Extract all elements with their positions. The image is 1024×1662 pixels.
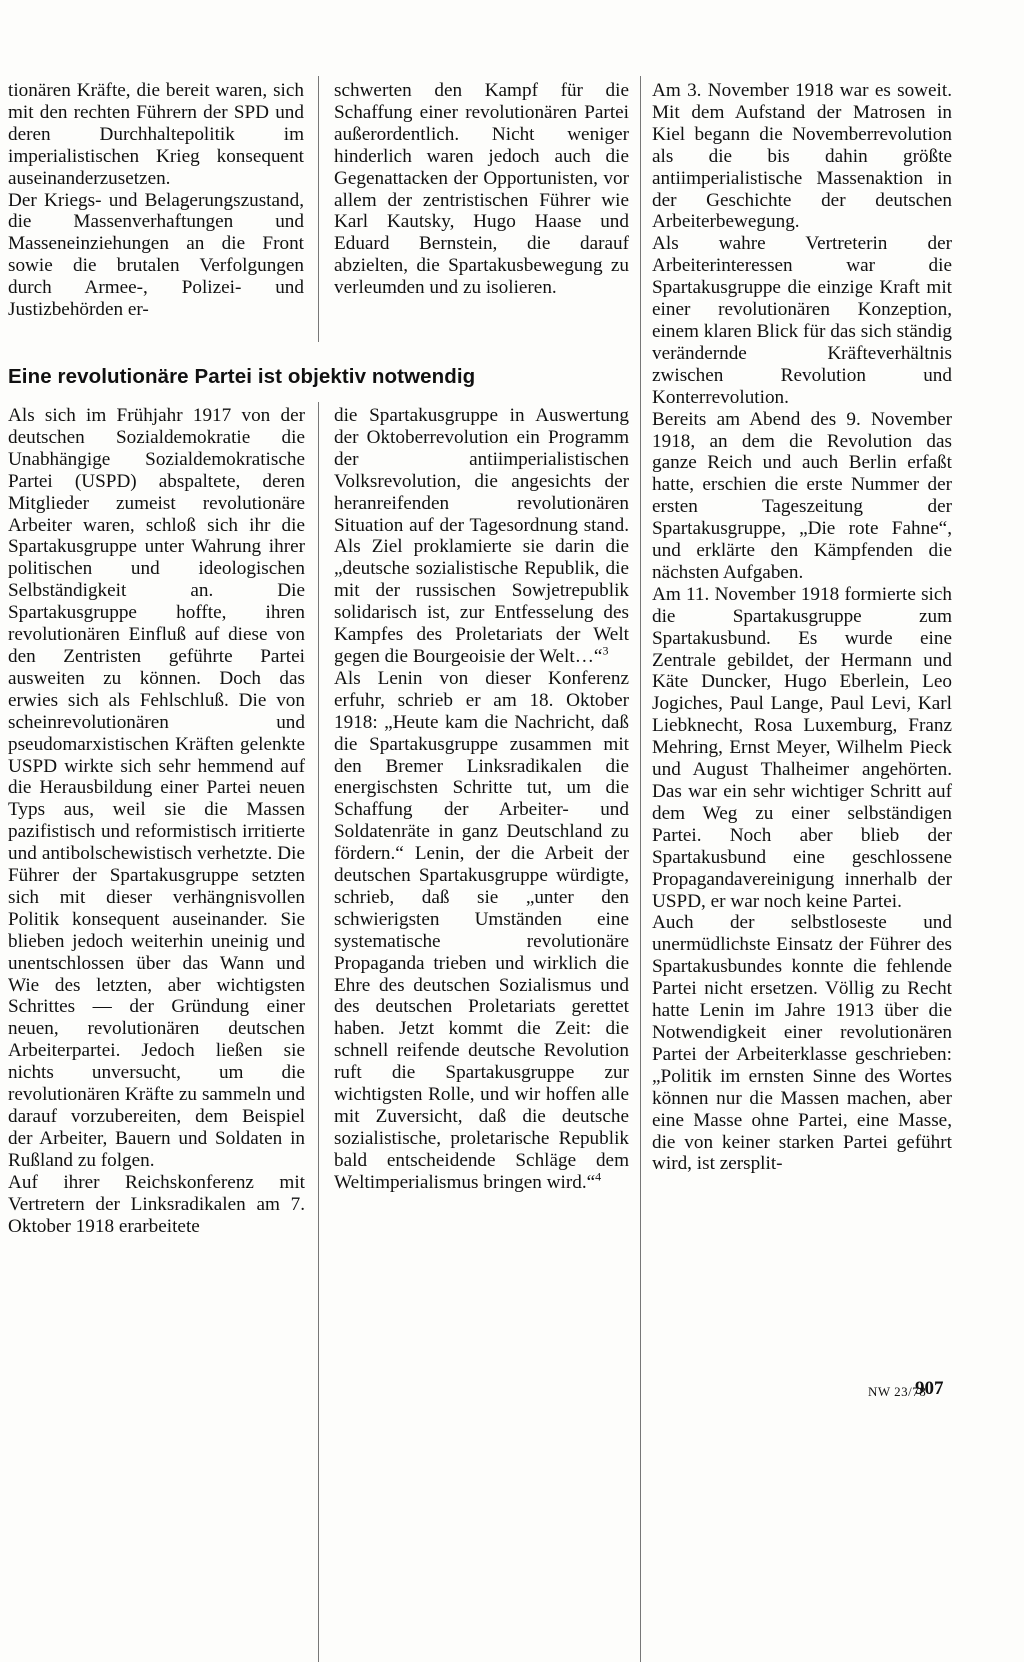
column-rule (640, 402, 641, 1662)
paragraph: schwerten den Kampf für die Schaffung einer revolutionären Partei außerordentlich. Nicht weniger hinderlich waren jedoch auch die Gegenattacken der Opportunisten, vor allem der zentristischen Führer wie Karl Kautsky, Hugo Haase und Eduard Bernstein, die darauf abzielten, die Spartakusbewegung zu verleumden und zu isolieren. (334, 80, 629, 299)
text-column-top-middle (334, 80, 629, 299)
text-column-bottom-left (8, 405, 305, 1237)
paragraph: Auf ihrer Reichskonferenz mit Vertretern der Linksradikalen am 7. Oktober 1918 erarbeitete (8, 1171, 305, 1237)
paragraph: Als wahre Vertreterin der Arbeiterinteressen war die Spartakusgruppe die einzige Kraft mit einer revolutionären Konzeption, einem klaren Blick für das sich ständig verändernde Kräfteverhältnis zwischen Revolution und Konterrevolution. (652, 233, 952, 408)
paragraph (334, 405, 629, 668)
paragraph: Am 3. November 1918 war es soweit. Mit dem Aufstand der Matrosen in Kiel begann die Novemberrevolution als die bis dahin größte antiimperialistische Massenaktion in der Geschichte der deutschen Arbeiterbewegung. (652, 80, 952, 233)
footnote-marker: 4 (595, 1169, 602, 1184)
paragraph: Der Kriegs- und Belagerungszustand, die Massenverhaftungen und Masseneinziehungen an die Front sowie die brutalen Verfolgungen durch Armee-, Polizei- und Justizbehörden er- (8, 189, 304, 321)
text-column-right (652, 80, 952, 1175)
page-number: 907 (915, 1378, 944, 1399)
paragraph-text: Als Lenin von dieser Konferenz erfuhr, schrieb er am 18. Oktober 1918: „Heute kam die Nachricht, daß die Spartakusgruppe zusammen mit den Bremer Linksradikalen die energischsten Schritte tut, um die Schaffung der Arbeiter- und Soldatenräte in ganz Deutschland zu fördern.“ Lenin, der die Arbeit der deutschen Spartakusgruppe würdigte, schrieb, daß sie „unter den schwierigsten Umständen eine systematische revolutionäre Propaganda trieben und wirklich die Ehre des deutschen Sozialismus und des deutschen Proletariats gerettet haben. Jetzt kommt die Zeit: die schnell reifende deutsche Revolution ruft die Spartakusgruppe zur wichtigsten Rolle, und wir hoffen alle mit Zuversicht, daß die deutsche sozialistische, proletarische Republik bald entscheidende Schläge dem Weltimperialismus bringen wird.“ (334, 667, 629, 1193)
column-rule (318, 402, 319, 1662)
column-rule (318, 76, 319, 342)
paragraph: Bereits am Abend des 9. November 1918, an dem die Revolution das ganze Reich und auch Berlin erfaßt hatte, erschien die erste Nummer der ersten Tageszeitung der Spartakusgruppe, „Die rote Fahne“, und erklärte den Kämpfenden die nächsten Aufgaben. (652, 408, 952, 583)
paragraph: tionären Kräfte, die bereit waren, sich mit den rechten Führern der SPD und deren Durchhaltepolitik im imperialistischen Krieg konsequent auseinanderzusetzen. (8, 80, 304, 189)
footnote-marker: 3 (602, 643, 609, 658)
text-column-bottom-middle (334, 405, 629, 1194)
paragraph: Auch der selbstloseste und unermüdlichste Einsatz der Führer des Spartakusbundes konnte die fehlende Partei nicht ersetzen. Völlig zu Recht hatte Lenin im Jahre 1913 über die Notwendigkeit einer revolutionären Partei der Arbeiterklasse geschrieben: „Politik im ernsten Sinne des Wortes können nur die Massen machen, aber eine Masse ohne Partei, eine Masse, die von keiner starken Partei geführt wird, ist zersplit- (652, 912, 952, 1175)
paragraph: Als sich im Frühjahr 1917 von der deutschen Sozialdemokratie die Unabhängige Sozialdemokratische Partei (USPD) abspaltete, deren Mitglieder zumeist revolutionäre Arbeiter waren, schloß sich ihr die Spartakusgruppe unter Wahrung ihrer politischen und ideologischen Selbständigkeit an. Die Spartakusgruppe hoffte, ihren revolutionären Einfluß auf diese von den Zentristen geführte Partei ausweiten zu können. Doch das erwies sich als Fehlschluß. Die von scheinrevolutionären und pseudomarxistischen Kräften gelenkte USPD wirkte sich sehr hemmend auf die Herausbildung einer Partei neuen Typs aus, weil sie die Massen pazifistisch und reformistisch irritierte und antibolschewistisch verhetzte. Die Führer der Spartakusgruppe setzten sich mit dieser verhängnisvollen Politik konsequent auseinander. Sie blieben jedoch weiterhin uneinig und unentschlossen über das Wann und Wie des letzten, aber wichtigsten Schrittes — der Gründung einer neuen, revolutionären deutschen Arbeiterpartei. Jedoch ließen sie nichts unversucht, um die revolutionären Kräfte zu sammeln und darauf vorzubereiten, dem Beispiel der Arbeiter, Bauern und Soldaten in Rußland zu folgen. (8, 405, 305, 1171)
text-column-top-left (8, 80, 304, 321)
paragraph-text: die Spartakusgruppe in Auswertung der Oktoberrevolution ein Programm der antiimperialistischen Volksrevolution, die angesichts der heranreifenden revolutionären Situation auf der Tagesordnung stand. Als Ziel proklamierte sie darin die „deutsche sozialistische Republik, die mit der russischen Sowjetrepublik solidarisch ist, zur Entfesselung des Kampfes des Proletariats der Welt gegen die Bourgeoisie der Welt…“ (334, 405, 629, 667)
section-heading: Eine revolutionäre Partei ist objektiv notwendig (8, 365, 476, 388)
paragraph (334, 668, 629, 1194)
paragraph: Am 11. November 1918 formierte sich die Spartakusgruppe zum Spartakusbund. Es wurde eine Zentrale gebildet, der Hermann und Käte Duncker, Hugo Eberlein, Leo Jogiches, Paul Lange, Paul Levi, Karl Liebknecht, Rosa Luxemburg, Franz Mehring, Ernst Meyer, Wilhelm Pieck und August Thalheimer angehörten. Das war ein sehr wichtiger Schritt auf dem Weg zu einer selbständigen Partei. Noch aber blieb der Spartakusbund eine geschlossene Propagandavereinigung innerhalb der USPD, er war noch keine Partei. (652, 583, 952, 912)
journal-reference: NW 23/78 (868, 1384, 927, 1399)
